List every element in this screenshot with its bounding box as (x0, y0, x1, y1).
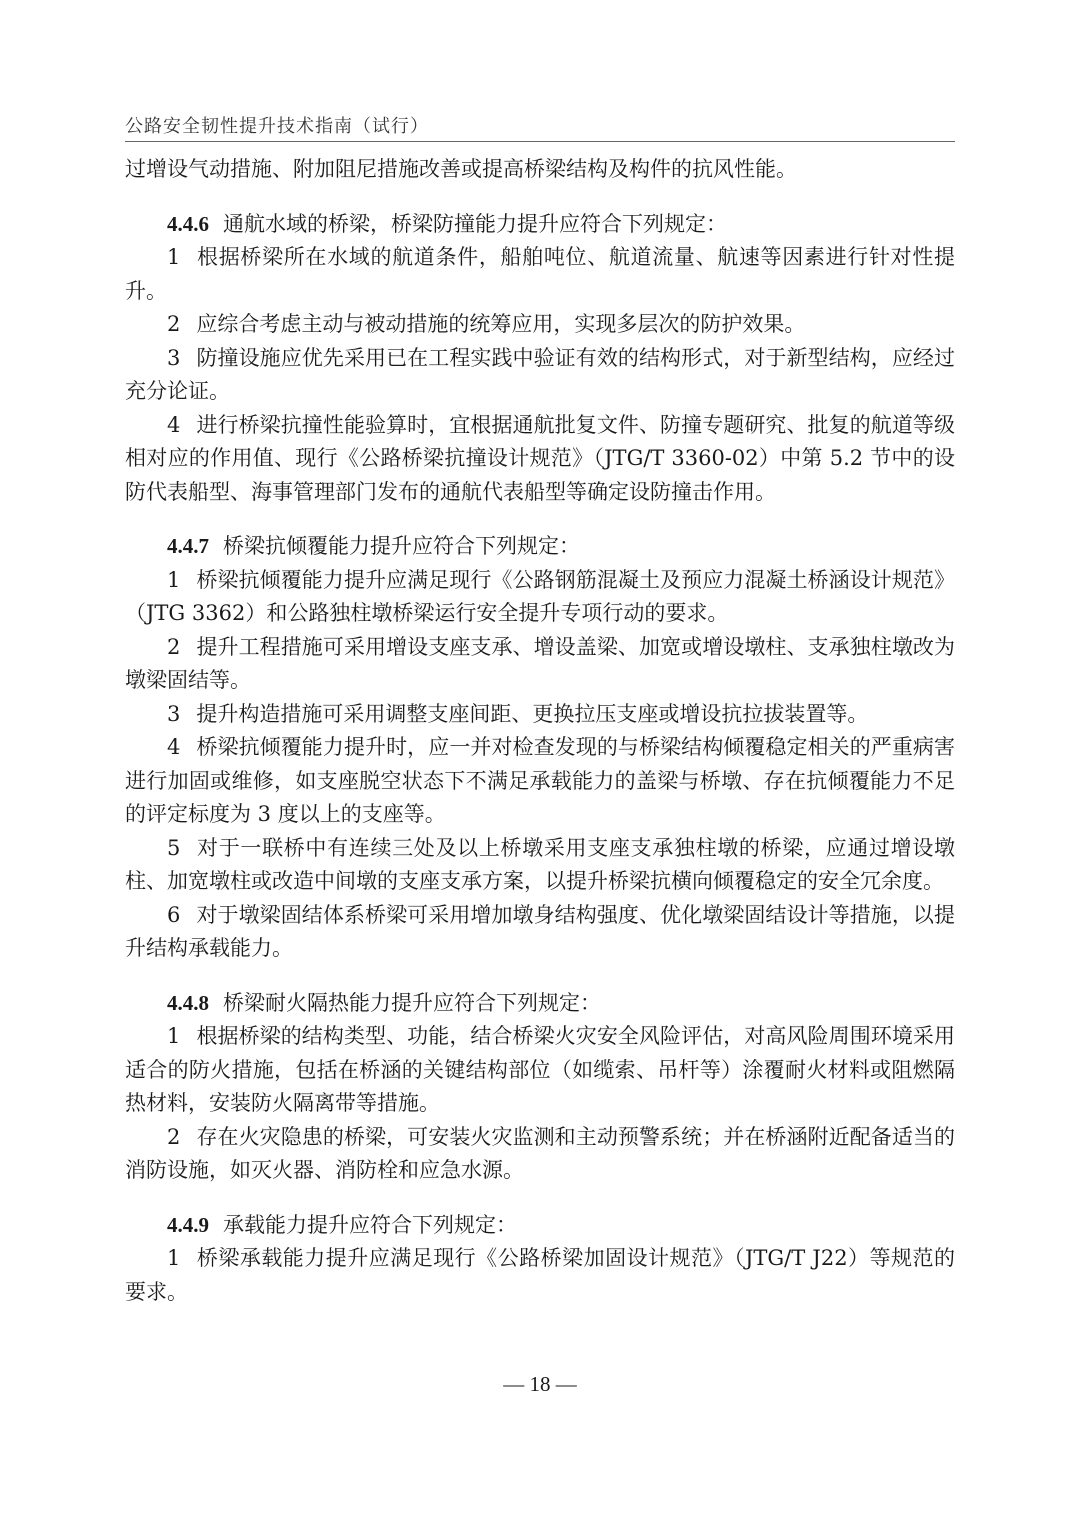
item-text: 桥梁抗倾覆能力提升时，应一并对检查发现的与桥梁结构倾覆稳定相关的严重病害进行加固或维修，如支座脱空状态下不满足承载能力的盖梁与桥墩、存在抗倾覆能力不足的评定标度为 3 度以上的支座等。 (125, 735, 955, 826)
running-header: 公路安全韧性提升技术指南（试行） (125, 116, 429, 137)
item-number: 4 (167, 412, 181, 437)
page-number: — 18 — (503, 1372, 577, 1396)
continued-paragraph: 过增设气动措施、附加阻尼措施改善或提高桥梁结构及构件的抗风性能。 (125, 157, 797, 181)
clause-item (125, 698, 955, 732)
item-number: 5 (167, 835, 181, 860)
clause-item (125, 241, 955, 308)
item-text: 存在火灾隐患的桥梁，可安装火灾监测和主动预警系统；并在桥涵附近配备适当的消防设施，如灭火器、消防栓和应急水源。 (125, 1124, 955, 1182)
clause-title: 承载能力提升应符合下列规定： (223, 1212, 517, 1237)
clause-number: 4.4.9 (167, 1212, 209, 1237)
clause-title: 通航水域的桥梁，桥梁防撞能力提升应符合下列规定： (223, 211, 727, 236)
item-text: 防撞设施应优先采用已在工程实践中验证有效的结构形式，对于新型结构，应经过充分论证。 (125, 345, 955, 403)
clause-heading (125, 208, 955, 242)
clause-number: 4.4.6 (167, 211, 209, 236)
clause-item (125, 731, 955, 832)
clause-item (125, 342, 955, 409)
clause-heading (125, 1209, 955, 1243)
item-text: 进行桥梁抗撞性能验算时，宜根据通航批复文件、防撞专题研究、批复的航道等级相对应的作用值、现行《公路桥梁抗撞设计规范》（JTG/T 3360-02）中第 5.2 节中的设防代表船型、海事管理部门发布的通航代表船型等确定设防撞击作用。 (125, 412, 955, 504)
clause-number: 4.4.8 (167, 990, 209, 1015)
clause-heading (125, 530, 955, 564)
clause-number: 4.4.7 (167, 534, 209, 558)
item-text: 根据桥梁的结构类型、功能，结合桥梁火灾安全风险评估，对高风险周围环境采用适合的防火措施，包括在桥涵的关键结构部位（如缆索、吊杆等）涂覆耐火材料或阻燃隔热材料，安装防火隔离带等措施。 (125, 1024, 955, 1115)
clause-item (125, 1242, 955, 1309)
clause-list (125, 208, 955, 1310)
item-number: 1 (167, 567, 181, 592)
header-rule (125, 141, 955, 142)
item-text: 提升构造措施可采用调整支座间距、更换拉压支座或增设抗拉拔装置等。 (196, 701, 869, 726)
clause-item (125, 899, 955, 966)
clause-item (125, 308, 955, 342)
item-number: 3 (167, 345, 181, 370)
clause-item (125, 631, 955, 698)
page-body (125, 153, 955, 1309)
item-number: 2 (167, 312, 181, 336)
item-text: 对于一联桥中有连续三处及以上桥墩采用支座支承独柱墩的桥梁，应通过增设墩柱、加宽墩柱或改造中间墩的支座支承方案，以提升桥梁抗横向倾覆稳定的安全冗余度。 (125, 835, 955, 893)
item-number: 6 (167, 902, 181, 927)
item-text: 提升工程措施可采用增设支座支承、增设盖梁、加宽或增设墩柱、支承独柱墩改为墩梁固结等。 (125, 634, 955, 692)
item-text: 根据桥梁所在水域的航道条件，船舶吨位、航道流量、航速等因素进行针对性提升。 (125, 245, 955, 303)
item-number: 2 (167, 634, 181, 659)
clause-title: 桥梁抗倾覆能力提升应符合下列规定： (223, 534, 580, 558)
item-number: 1 (167, 1246, 181, 1270)
clause-item (125, 409, 955, 510)
item-number: 4 (167, 735, 181, 759)
item-text: 应综合考虑主动与被动措施的统筹应用，实现多层次的防护效果。 (196, 312, 806, 336)
clause-item (125, 832, 955, 899)
item-text: 桥梁承载能力提升应满足现行《公路桥梁加固设计规范》（JTG/T J22）等规范的要求。 (125, 1246, 955, 1304)
clause-title: 桥梁耐火隔热能力提升应符合下列规定： (223, 990, 601, 1015)
item-number: 3 (167, 701, 181, 726)
item-number: 2 (167, 1124, 181, 1149)
item-number: 1 (167, 245, 181, 269)
clause-item (125, 564, 955, 631)
item-text: 对于墩梁固结体系桥梁可采用增加墩身结构强度、优化墩梁固结设计等措施，以提升结构承载能力。 (125, 902, 955, 960)
item-text: 桥梁抗倾覆能力提升应满足现行《公路钢筋混凝土及预应力混凝土桥涵设计规范》（JTG 3362）和公路独柱墩桥梁运行安全提升专项行动的要求。 (125, 567, 955, 625)
clause-item (125, 1020, 955, 1121)
item-number: 1 (167, 1024, 181, 1048)
clause-item (125, 1121, 955, 1188)
clause-heading (125, 987, 955, 1021)
